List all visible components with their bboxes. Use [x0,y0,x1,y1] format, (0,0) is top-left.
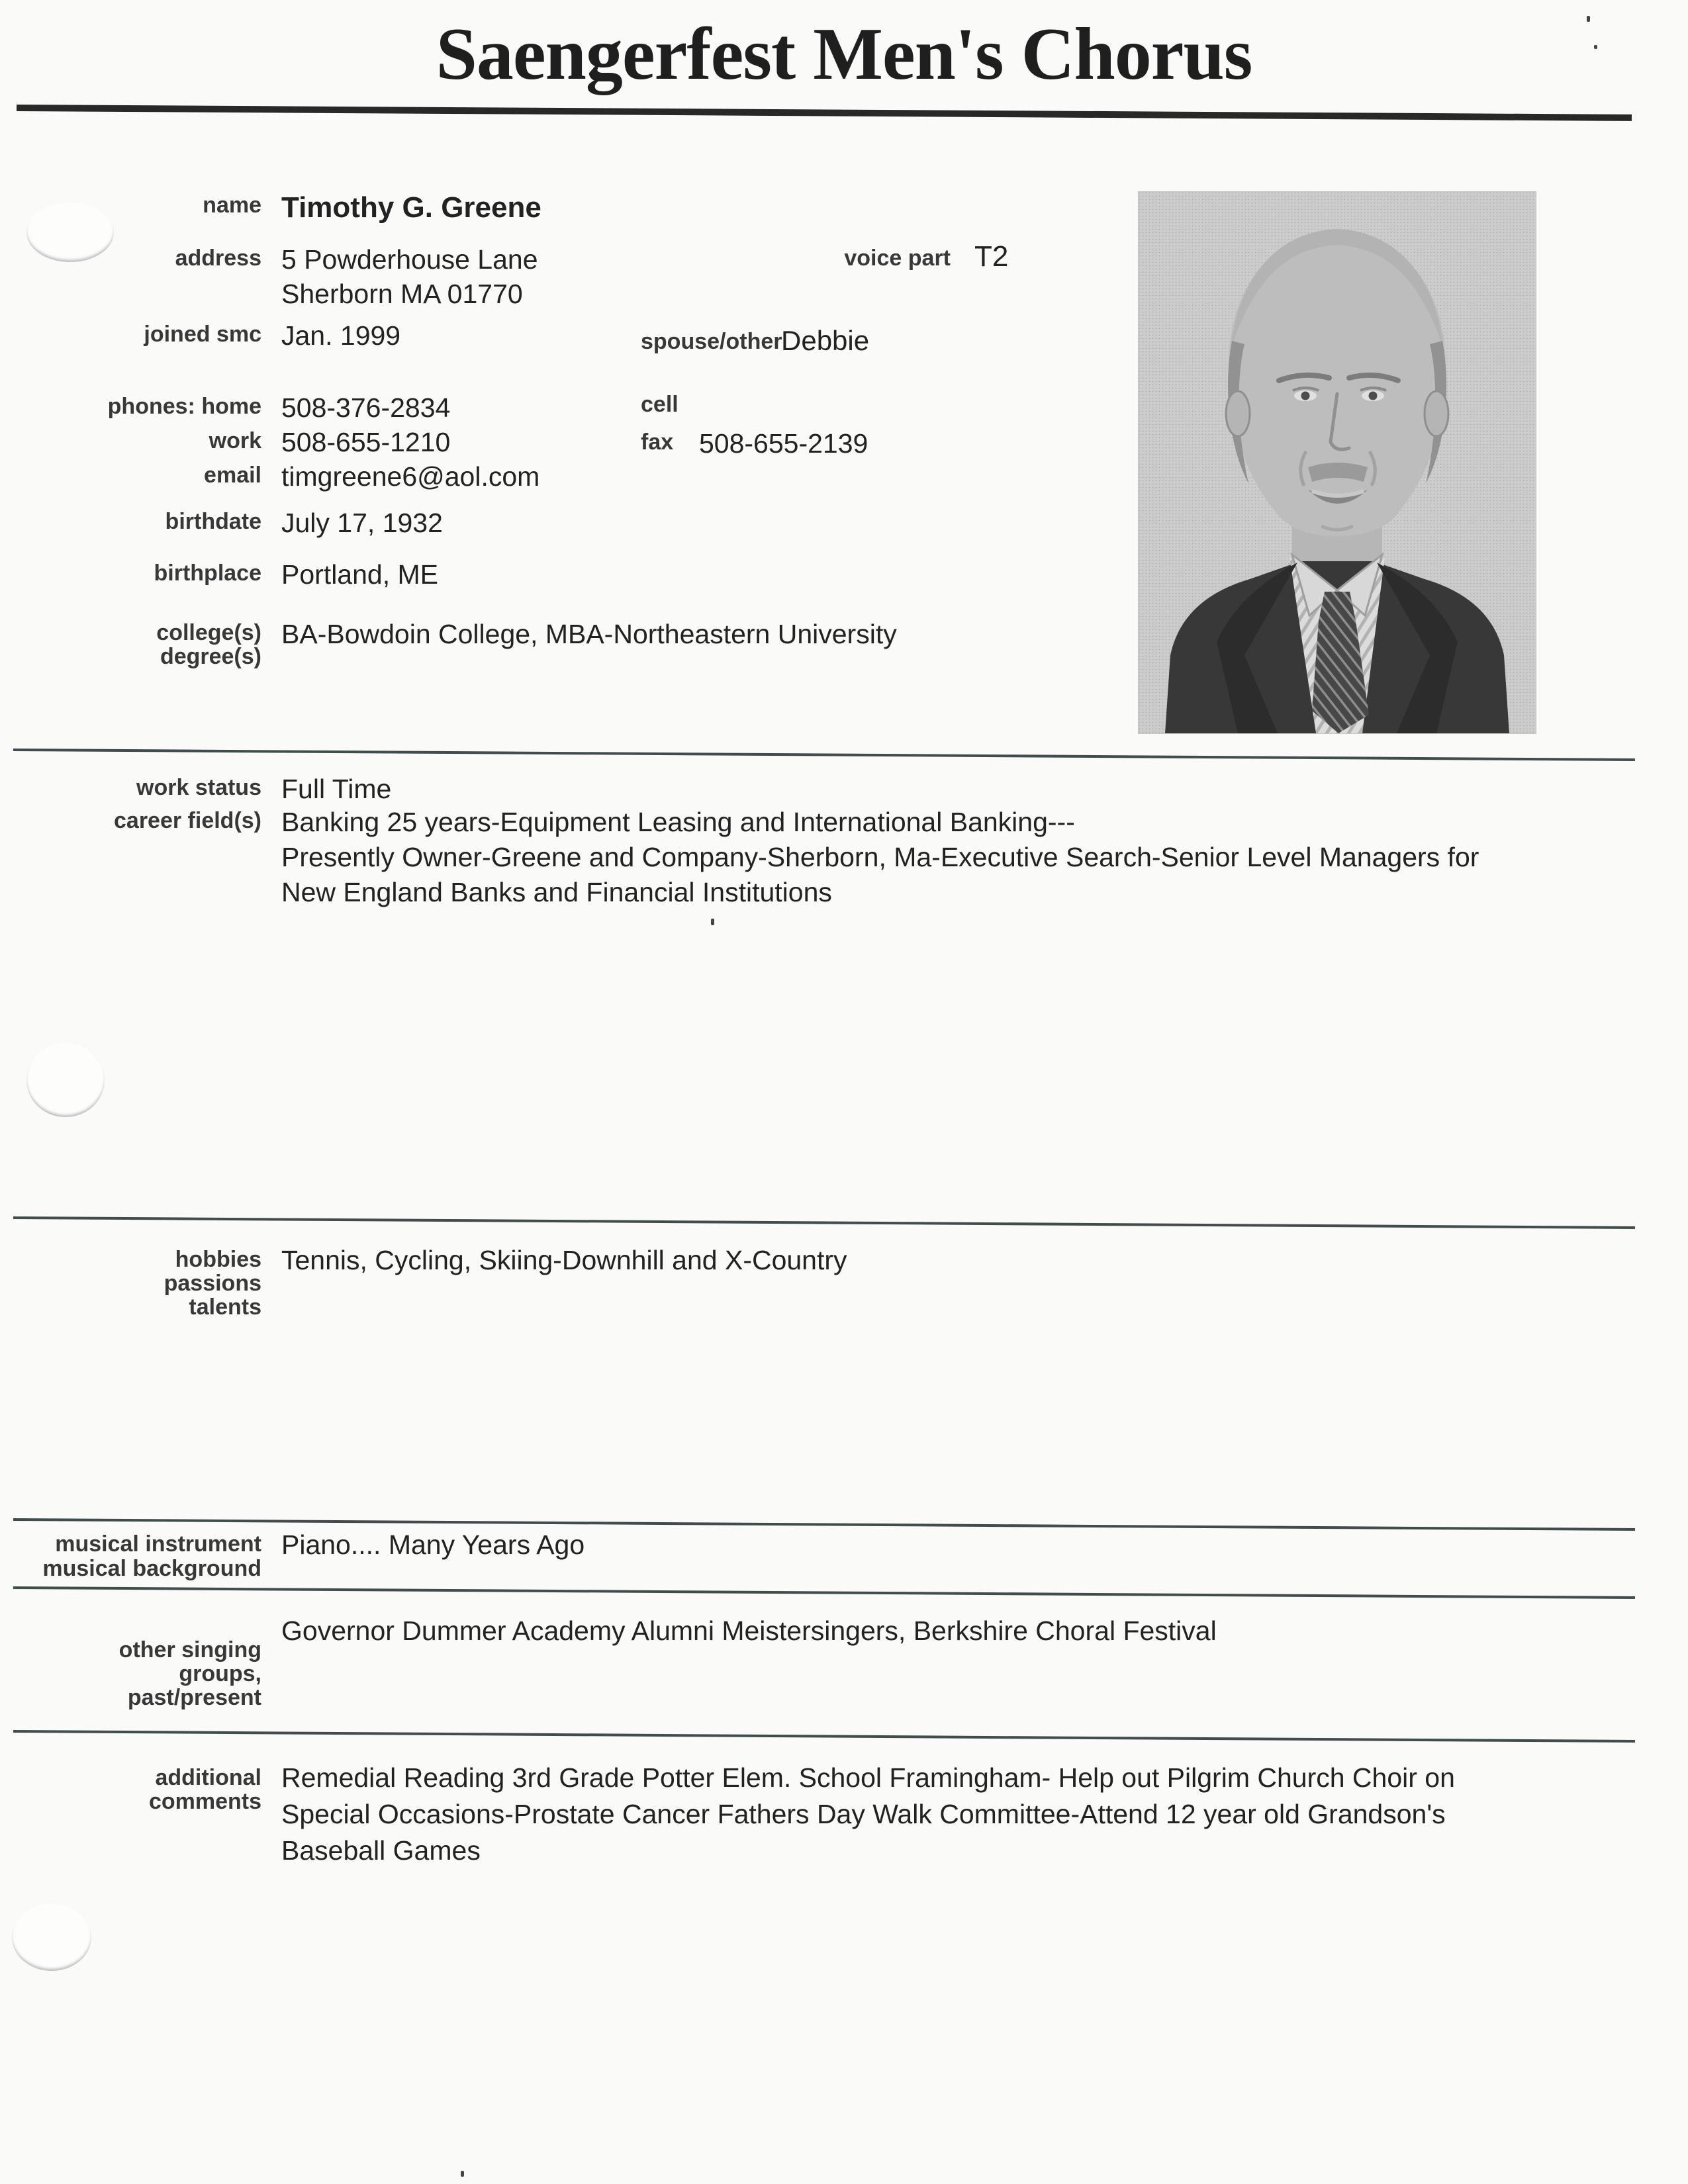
hobbies-label-line1: hobbies [175,1247,261,1272]
voice-part-label: voice part [844,246,951,271]
spouse-other-label: spouse/other [641,329,782,354]
career-field-line1: Banking 25 years-Equipment Leasing and International Banking--- [281,807,1075,837]
additional-line2: Special Occasions-Prostate Cancer Fathers Day Walk Committee-Attend 12 year old Grandson's [281,1799,1446,1829]
cell-label: cell [641,392,679,417]
hobbies-label-line3: talents [189,1295,261,1320]
other-singing-value: Governor Dummer Academy Alumni Meistersingers, Berkshire Choral Festival [281,1615,1217,1646]
address-line2: Sherborn MA 01770 [281,279,523,309]
birthplace-label: birthplace [154,561,261,586]
college-value: BA-Bowdoin College, MBA-Northeastern University [281,619,897,649]
phones-home-value: 508-376-2834 [281,392,451,423]
separator-comments-section [13,1730,1635,1743]
hobbies-value: Tennis, Cycling, Skiing-Downhill and X-Country [281,1245,847,1275]
joined-smc-label: joined smc [144,322,261,347]
title-rule [17,105,1632,121]
fax-value: 508-655-2139 [699,428,868,459]
career-field-label: career field(s) [114,808,261,833]
address-line1: 5 Powderhouse Lane [281,244,538,275]
separator-work-section [13,749,1635,761]
work-status-value: Full Time [281,774,392,804]
additional-label-line2: comments [148,1789,261,1814]
birthdate-label: birthdate [165,509,261,534]
additional-label-line1: additional [155,1765,261,1790]
separator-singing-section [13,1586,1635,1599]
college-label-line1: college(s) [156,620,261,645]
email-label: email [204,463,261,488]
scan-speck [461,2171,464,2177]
work-phone-value: 508-655-1210 [281,427,451,457]
scan-speck [711,919,714,925]
member-photo [1139,192,1536,733]
separator-hobbies-section [13,1216,1635,1229]
career-field-line3: New England Banks and Financial Institutions [281,877,832,907]
punch-hole-bottom [12,1903,91,1971]
other-singing-label-line1: other singing [118,1637,261,1662]
musical-value: Piano.... Many Years Ago [281,1529,585,1560]
spouse-other-value: Debbie [781,325,870,356]
career-field-line2: Presently Owner-Greene and Company-Sherborn, Ma-Executive Search-Senior Level Managers for [281,842,1479,872]
college-label-line2: degree(s) [160,644,261,669]
other-singing-label-line3: past/present [127,1685,261,1710]
punch-hole-middle [26,1043,105,1117]
musical-label-line2: musical background [42,1556,261,1581]
additional-line3: Baseball Games [281,1835,481,1866]
name-label: name [203,193,261,218]
joined-smc-value: Jan. 1999 [281,320,401,351]
hobbies-label-line2: passions [164,1271,261,1296]
scan-speck [1594,45,1597,49]
page-title: Saengerfest Men's Chorus [436,13,1252,95]
separator-musical-section [13,1518,1635,1531]
phones-home-label: phones: home [107,394,261,419]
work-status-label: work status [136,775,261,800]
musical-label-line1: musical instrument [55,1531,261,1557]
additional-line1: Remedial Reading 3rd Grade Potter Elem. School Framingham- Help out Pilgrim Church Choir on [281,1762,1455,1793]
fax-label: fax [641,430,674,455]
birthplace-value: Portland, ME [281,559,438,590]
scan-speck [1587,16,1590,22]
birthdate-value: July 17, 1932 [281,508,443,538]
work-phone-label: work [209,428,261,453]
name-value: Timothy G. Greene [281,191,541,224]
email-value: timgreene6@aol.com [281,461,540,492]
other-singing-label-line2: groups, [179,1661,261,1686]
voice-part-value: T2 [974,240,1009,273]
address-label: address [175,246,261,271]
